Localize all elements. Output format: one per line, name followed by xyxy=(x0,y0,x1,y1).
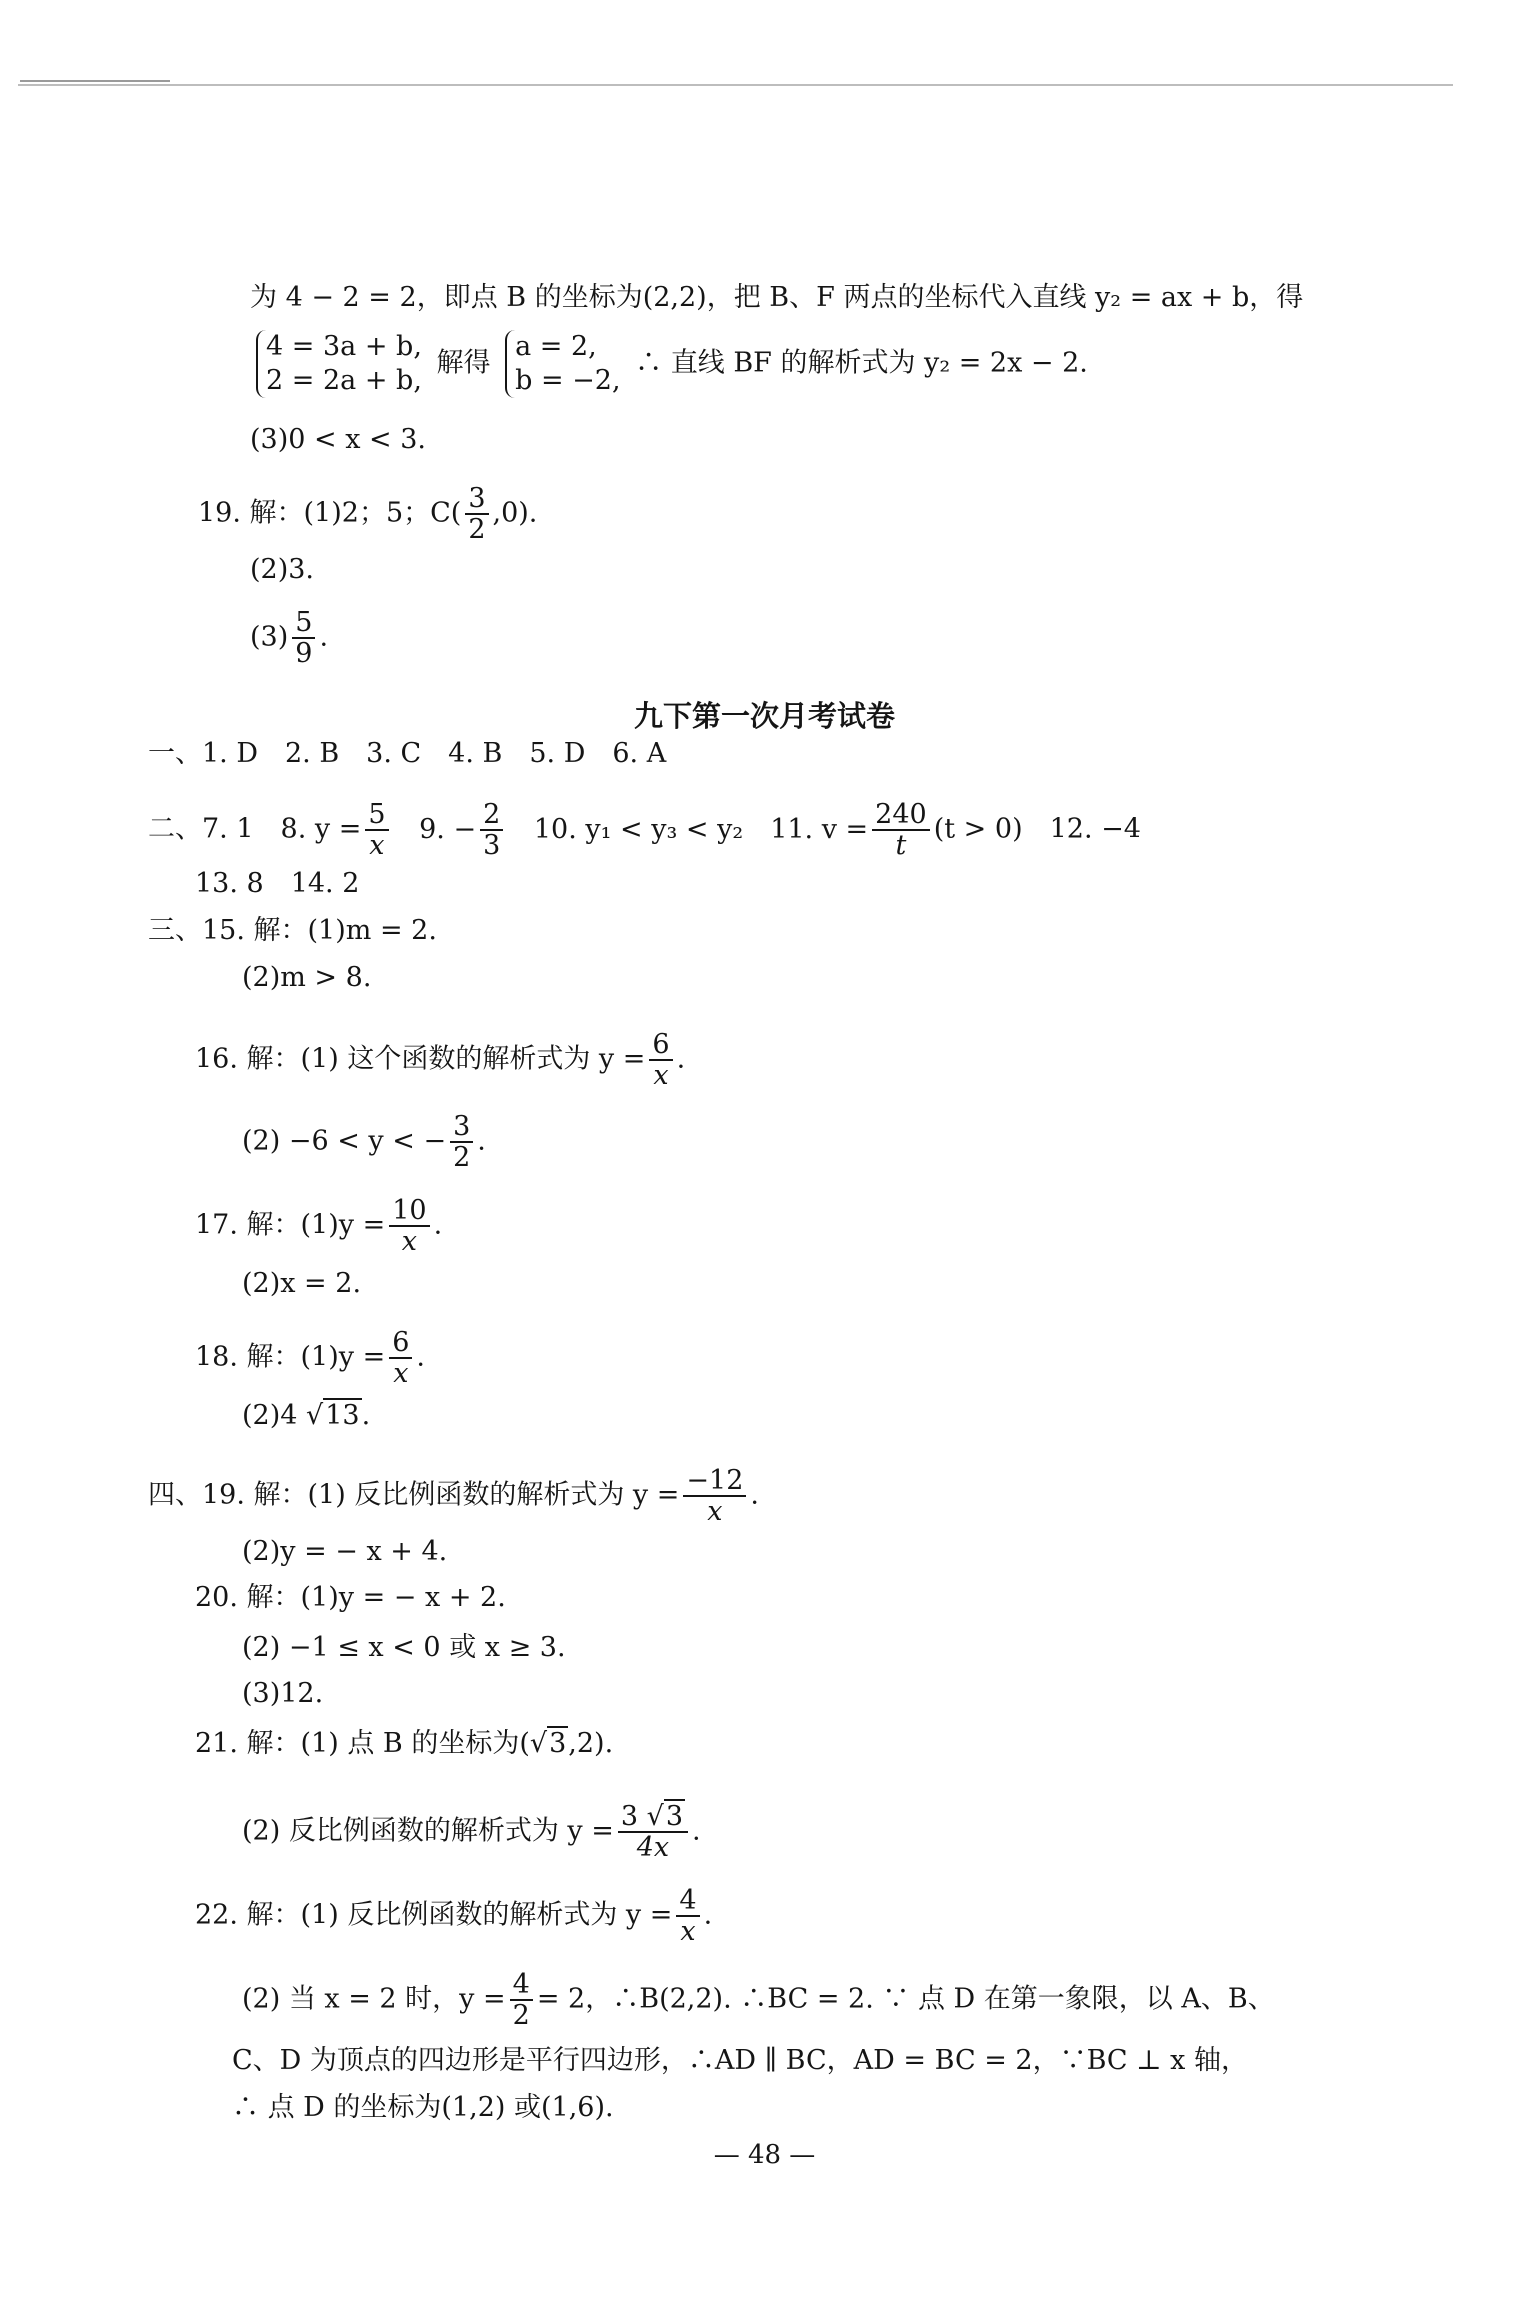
fraction-den: 3 xyxy=(483,830,501,861)
section-1-answers: 一、1. D 2. B 3. C 4. B 5. D 6. A xyxy=(148,738,667,769)
q20-part-1: 20. 解：(1)y = − x + 2. xyxy=(195,1582,506,1613)
page-number: — 48 — xyxy=(713,2140,816,2170)
fraction-den: x xyxy=(680,1916,696,1947)
q16-2: (2) −6 < y < − xyxy=(242,1125,447,1157)
exam-title: 九下第一次月考试卷 xyxy=(633,699,895,733)
q16-part-2 xyxy=(242,1112,486,1172)
fraction-den: x xyxy=(393,1358,409,1389)
fraction-num: 4 xyxy=(676,1886,699,1917)
q22-2-head: (2) 当 x = 2 时，y = xyxy=(242,1983,506,2015)
fraction xyxy=(465,484,488,544)
q18-2-head: (2)4 xyxy=(242,1400,298,1431)
q21-1-head: 21. 解：(1) 点 B 的坐标为( xyxy=(195,1728,530,1759)
fraction-den: 2 xyxy=(453,1142,471,1173)
q19-p3-head: (3) xyxy=(250,621,289,653)
fraction xyxy=(510,1970,533,2030)
fraction-num: 2 xyxy=(480,800,503,831)
s2-a: 二、7. 1 8. y = xyxy=(148,813,362,845)
fraction-num: 4 xyxy=(510,1970,533,2001)
fraction-den: 2 xyxy=(468,514,486,545)
q19-p3-tail: . xyxy=(319,621,329,653)
q21-1-tail: ,2). xyxy=(568,1728,614,1759)
fraction-den: 2 xyxy=(512,2000,530,2031)
fraction xyxy=(649,1030,672,1090)
s2-c: 10. y₁ < y₃ < y₂ 11. v = xyxy=(533,813,869,845)
q18-part-2 xyxy=(242,1400,370,1432)
top-rule xyxy=(18,84,1453,86)
conclusion-bf: ∴ 直线 BF 的解析式为 y₂ = 2x − 2. xyxy=(635,347,1088,379)
q21-2-tail: . xyxy=(692,1815,701,1847)
q22-1-tail: . xyxy=(703,1899,713,1931)
q17-part-2: (2)x = 2. xyxy=(242,1268,362,1299)
q22-2-tail: = 2，∴B(2,2). ∴BC = 2. ∵ 点 D 在第一象限，以 A、B、 xyxy=(536,1983,1275,2015)
equation-system-1 xyxy=(256,330,422,398)
fraction-den: t xyxy=(895,830,907,861)
q22-part-4: ∴ 点 D 的坐标为(1,2) 或(1,6). xyxy=(232,2092,614,2123)
cont-part-3: (3)0 < x < 3. xyxy=(250,424,426,455)
q19b-1: 四、19. 解：(1) 反比例函数的解析式为 y = xyxy=(148,1479,680,1511)
fraction-den: x xyxy=(653,1060,669,1091)
fraction-den: 9 xyxy=(295,638,313,669)
q15-part-2: (2)m > 8. xyxy=(242,962,372,993)
q19b-part-1 xyxy=(148,1466,759,1526)
system2-eq-a: a = 2, xyxy=(515,331,597,362)
fraction-num: 5 xyxy=(292,608,315,639)
q22-part-3: C、D 为顶点的四边形是平行四边形，∴AD ∥ BC，AD = BC = 2，∵BC ⊥ x 轴， xyxy=(232,2045,1248,2076)
q19b-part-2: (2)y = − x + 4. xyxy=(242,1536,448,1567)
q21-part-2 xyxy=(242,1802,701,1862)
radicand: 3 xyxy=(549,1728,567,1759)
q18-1: 18. 解：(1)y = xyxy=(195,1341,386,1373)
q22-part-1 xyxy=(195,1886,712,1946)
q17-1: 17. 解：(1)y = xyxy=(195,1209,386,1241)
fraction xyxy=(389,1328,412,1388)
q19-tail: ,0). xyxy=(492,497,538,529)
fraction xyxy=(365,800,388,860)
q22-1: 22. 解：(1) 反比例函数的解析式为 y = xyxy=(195,1899,673,1931)
system1-eq-b: 2 = 2a + b, xyxy=(266,365,422,396)
fraction-num: 6 xyxy=(389,1328,412,1359)
system1-eq-a: 4 = 3a + b, xyxy=(266,331,422,362)
fraction-den: x xyxy=(401,1226,418,1257)
sqrt-sign: √ xyxy=(529,1728,548,1759)
q16-part-1 xyxy=(195,1030,685,1090)
cont-system-line xyxy=(250,330,1088,398)
fraction xyxy=(618,1802,688,1862)
q22-part-2 xyxy=(242,1970,1275,2030)
fraction-num: 3 √3 xyxy=(618,1802,688,1833)
solve-word: 解得 xyxy=(436,347,491,379)
fraction-num: −12 xyxy=(683,1466,746,1497)
fraction-num: 5 xyxy=(365,800,388,831)
q15-part-1: 三、15. 解：(1)m = 2. xyxy=(148,915,437,946)
fraction xyxy=(389,1196,429,1256)
q19-part-1 xyxy=(198,484,537,544)
q19b-1-tail: . xyxy=(750,1479,759,1511)
fraction xyxy=(292,608,315,668)
radicand: 3 xyxy=(665,1801,684,1832)
s2-d: (t > 0) 12. −4 xyxy=(933,813,1141,845)
q16-2-tail: . xyxy=(477,1125,486,1157)
q18-2-tail: . xyxy=(361,1400,371,1431)
equation-system-2 xyxy=(505,330,620,398)
q21-2: (2) 反比例函数的解析式为 y = xyxy=(242,1815,614,1847)
q19-part-3 xyxy=(250,608,328,668)
fraction-den: 4x xyxy=(636,1832,670,1863)
cont-line-1: 为 4 − 2 = 2，即点 B 的坐标为(2,2)，把 B、F 两点的坐标代入直线 y₂ = ax + b，得 xyxy=(250,282,1304,313)
fraction xyxy=(450,1112,473,1172)
q16-1: 16. 解：(1) 这个函数的解析式为 y = xyxy=(195,1043,646,1075)
system2-eq-b: b = −2, xyxy=(515,365,621,396)
q16-1-tail: . xyxy=(676,1043,686,1075)
fraction-num: 240 xyxy=(872,800,930,831)
q17-1-tail: . xyxy=(433,1209,443,1241)
sqrt-sign: √ xyxy=(306,1400,324,1431)
section-2-line-2: 13. 8 14. 2 xyxy=(195,868,360,899)
fraction xyxy=(676,1886,699,1946)
fraction-den: x xyxy=(707,1496,723,1527)
q21-part-1 xyxy=(195,1728,613,1760)
q19-part-2: (2)3. xyxy=(250,554,315,585)
section-2-answers xyxy=(148,800,1141,860)
fraction-num: 3 xyxy=(465,484,488,515)
fraction-num: 3 xyxy=(450,1112,473,1143)
q18-part-1 xyxy=(195,1328,425,1388)
s2-b: 9. − xyxy=(419,813,477,845)
fraction xyxy=(872,800,930,860)
q18-1-tail: . xyxy=(416,1341,426,1373)
fraction-num: 10 xyxy=(389,1196,429,1227)
q20-part-2: (2) −1 ≤ x < 0 或 x ≥ 3. xyxy=(242,1632,566,1663)
fraction-num: 6 xyxy=(649,1030,672,1061)
q20-part-3: (3)12. xyxy=(242,1678,324,1709)
num-coeff: 3 xyxy=(620,1801,639,1832)
q17-part-1 xyxy=(195,1196,442,1256)
q19-head: 19. 解：(1)2；5；C( xyxy=(198,497,462,529)
radicand: 13 xyxy=(325,1400,360,1431)
top-rule-dark xyxy=(20,80,170,82)
fraction-den: x xyxy=(369,830,385,861)
fraction xyxy=(683,1466,746,1526)
fraction xyxy=(480,800,503,860)
